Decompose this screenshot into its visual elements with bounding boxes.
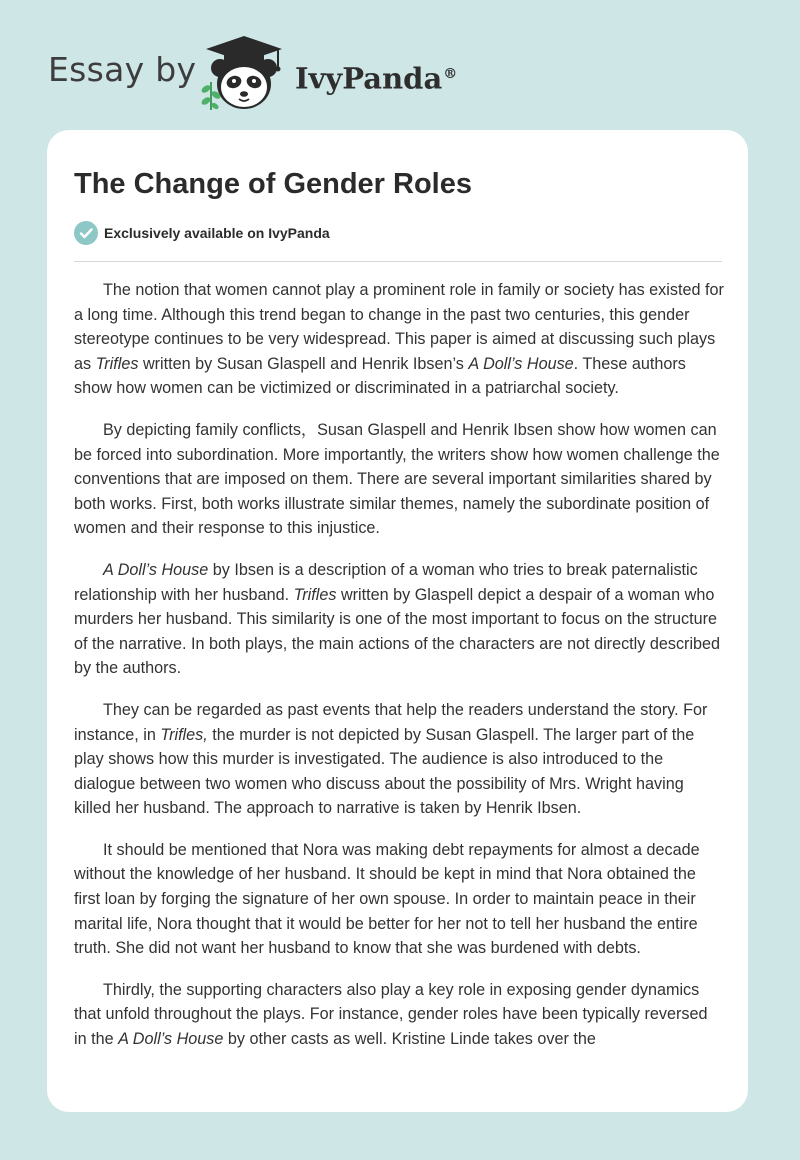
- paragraph-text: . These authors show how women can be victimized or discriminated in a patriarchal society.: [74, 354, 686, 398]
- paragraph-text: written by Susan Glaspell and Henrik Ibsen’s: [138, 354, 469, 373]
- panda-logo-icon[interactable]: [196, 34, 292, 114]
- paragraph-text: They can be regarded as past events that help the readers understand the story. For instance, in: [74, 700, 708, 744]
- paragraph-text: It should be mentioned that Nora was making debt repayments for almost a decade without the knowledge of her husband. It should be kept in mind that Nora obtained the first loan by forging the signature of her own spouse. In order to maintain peace in their marital life, Nora thought that it would be better for her not to tell her husband the entire truth. She did not want her husband to know that she was burdened with debts.: [74, 840, 700, 958]
- essay-paragraph: [74, 418, 724, 541]
- essay-paragraph: [74, 978, 724, 1052]
- work-title-text: Trifles: [293, 585, 337, 604]
- work-title-text: A Doll’s House: [468, 354, 574, 373]
- page-title: The Change of Gender Roles: [74, 168, 472, 200]
- essay-paragraph: [74, 278, 724, 401]
- work-title-text: A Doll’s House: [103, 560, 209, 579]
- brand-prefix: Essay by: [48, 50, 197, 89]
- essay-body: [74, 278, 724, 1069]
- work-title-text: Trifles,: [160, 725, 208, 744]
- paragraph-text: by Ibsen is a description of a woman who tries to break paternalistic relationship with her husband.: [74, 560, 698, 604]
- brand-name-text: IvyPanda: [295, 61, 443, 96]
- brand-name[interactable]: [295, 54, 457, 99]
- work-title-text: Trifles: [95, 354, 139, 373]
- paragraph-text: written by Glaspell depict a despair of a woman who murders her husband. This similarity is one of the most important to focus on the structure of the narrative. In both plays, the main actions of the characters are not directly described by the authors.: [74, 585, 721, 678]
- essay-paragraph: [74, 698, 724, 821]
- exclusive-badge: [74, 221, 330, 245]
- check-badge-icon: [74, 221, 98, 245]
- paragraph-text: Thirdly, the supporting characters also play a key role in exposing gender dynamics that unfold throughout the plays. For instance, gender roles have been typically reversed in the: [74, 980, 708, 1049]
- site-header: [0, 0, 800, 130]
- paragraph-text: The notion that women cannot play a prominent role in family or society has existed for a long time. Although this trend began to change in the past two centuries, this gender stereotype continues to be very widespread. This paper is aimed at discussing such plays as: [74, 281, 724, 373]
- divider: [74, 261, 722, 262]
- paragraph-text: the murder is not depicted by Susan Glaspell. The larger part of the play shows how this murder is investigated. The audience is also introduced to the dialogue between two women who discuss about the possibility of Mrs. Wright having killed her husband. The approach to narrative is taken by Henrik Ibsen.: [74, 725, 695, 818]
- essay-paragraph: [74, 838, 724, 961]
- essay-card: [47, 130, 748, 1112]
- essay-paragraph: [74, 558, 724, 681]
- exclusive-label: Exclusively available on IvyPanda: [104, 225, 330, 241]
- work-title-text: A Doll’s House: [118, 1030, 224, 1049]
- registered-mark: ®: [443, 66, 458, 82]
- paragraph-text: By depicting family conflicts，Susan Glaspell and Henrik Ibsen show how women can be forced into subordination. More importantly, the writers show how women challenge the conventions that are imposed on them. There are several important similarities shared by both works. First, both works illustrate similar themes, namely the subordinate position of women and their response to this injustice.: [74, 420, 720, 538]
- paragraph-text: by other casts as well. Kristine Linde takes over the: [223, 1030, 596, 1049]
